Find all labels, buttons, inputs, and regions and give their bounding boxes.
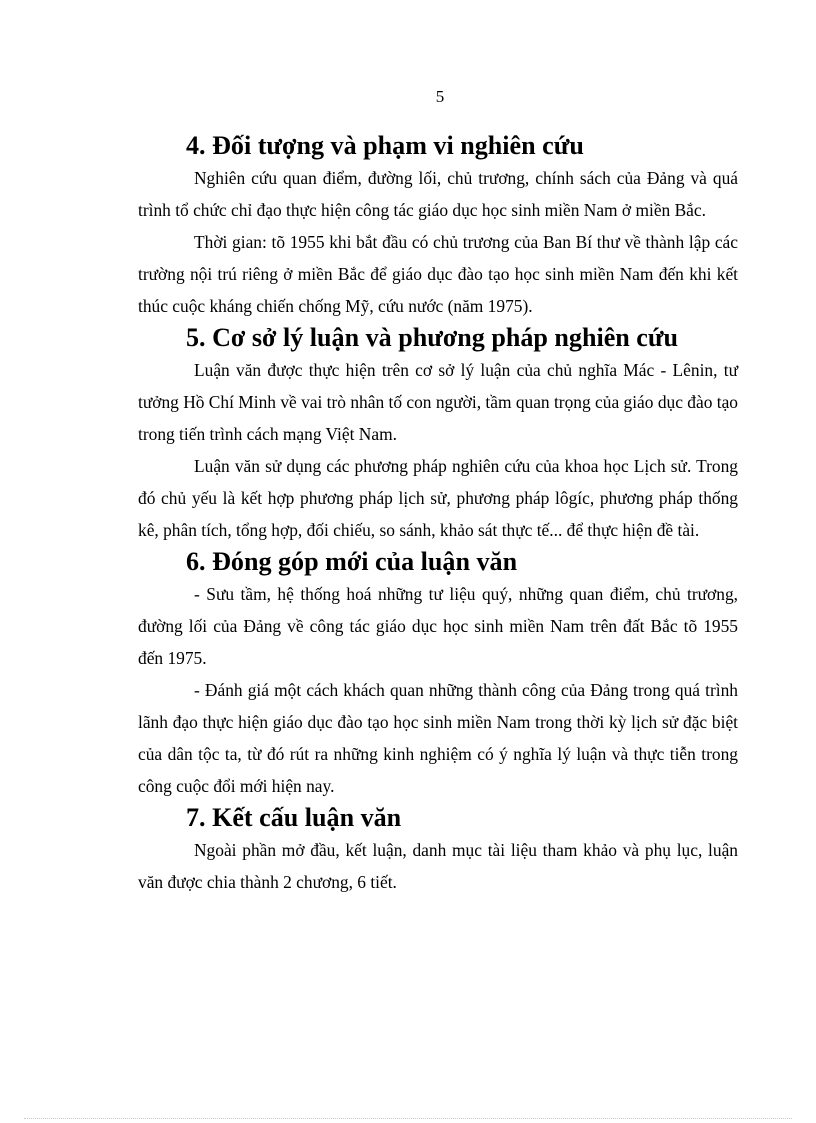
paragraph: Nghiên cứu quan điểm, đường lối, chủ trương, chính sách của Đảng và quá trình tổ chức chỉ đạo thực hiện công tác giáo dục học sinh miền Nam ở miền Bắc.: [138, 168, 738, 220]
section-heading-6: 6. Đóng góp mới của luận văn: [186, 547, 518, 576]
section-heading-7: 7. Kết cấu luận văn: [186, 803, 402, 832]
paragraph: - Sưu tầm, hệ thống hoá những tư liệu quý, những quan điểm, chủ trương, đường lối của Đảng về công tác giáo dục học sinh miền Nam trên đất Bắc tõ 1955 đến 1975.: [138, 584, 738, 668]
paragraph: Luận văn sử dụng các phương pháp nghiên cứu của khoa học Lịch sử. Trong đó chủ yếu là kết hợp phương pháp lịch sử, phương pháp lôgíc, phương pháp thống kê, phân tích, tổng hợp, đối chiếu, so sánh, khảo sát thực tế... để thực hiện đề tài.: [138, 456, 738, 540]
section-heading-4: 4. Đối tượng và phạm vi nghiên cứu: [186, 131, 584, 160]
paragraph: Ngoài phần mở đầu, kết luận, danh mục tài liệu tham khảo và phụ lục, luận văn được chia thành 2 chương, 6 tiết.: [138, 840, 738, 892]
paragraph: - Đánh giá một cách khách quan những thành công của Đảng trong quá trình lãnh đạo thực hiện giáo dục đào tạo học sinh miền Nam trong thời kỳ lịch sử đặc biệt của dân tộc ta, từ đó rút ra những kinh nghiệm có ý nghĩa lý luận và thực tiễn trong công cuộc đổi mới hiện nay.: [138, 680, 738, 796]
page-number: 5: [435, 87, 445, 106]
paragraph: Luận văn được thực hiện trên cơ sở lý luận của chủ nghĩa Mác - Lênin, tư tưởng Hồ Chí Minh về vai trò nhân tố con người, tầm quan trọng của giáo dục đào tạo trong tiến trình cách mạng Việt Nam.: [138, 360, 738, 444]
section-heading-5: 5. Cơ sở lý luận và phương pháp nghiên cứu: [186, 323, 679, 352]
document-body: [138, 130, 738, 898]
page-bottom-divider: [24, 1118, 792, 1119]
paragraph: Thời gian: tõ 1955 khi bắt đầu có chủ trương của Ban Bí thư về thành lập các trường nội trú riêng ở miền Bắc để giáo dục đào tạo học sinh miền Nam đến khi kết thúc cuộc kháng chiến chống Mỹ, cứu nước (năm 1975).: [138, 232, 738, 316]
